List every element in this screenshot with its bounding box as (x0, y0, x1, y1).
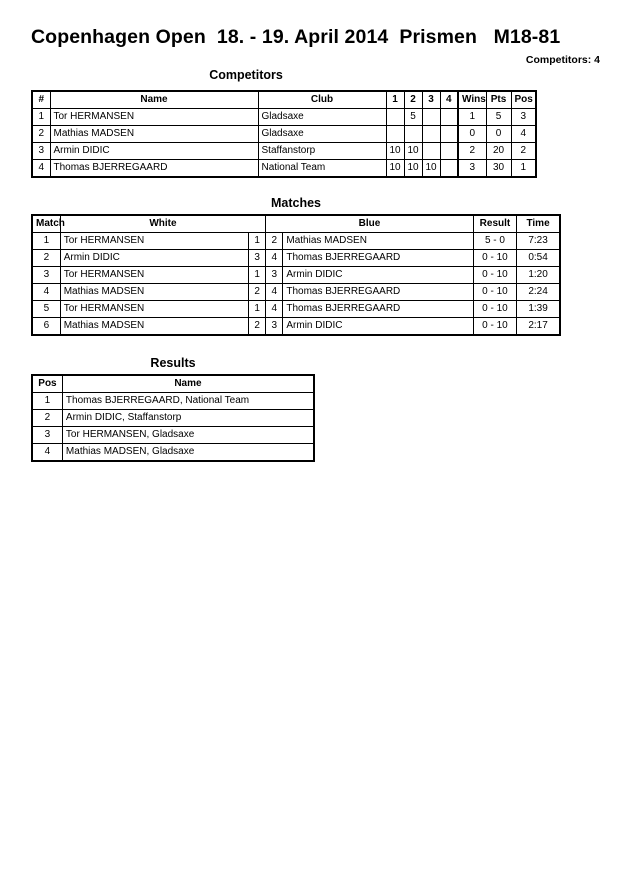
competitor-num: 4 (32, 160, 50, 178)
white-number: 1 (249, 233, 266, 250)
blue-number: 4 (266, 284, 283, 301)
col-r4: 4 (440, 91, 458, 109)
blue-number: 4 (266, 301, 283, 318)
blue-competitor: Thomas BJERREGAARD (283, 250, 473, 267)
col-r2: 2 (404, 91, 422, 109)
blue-competitor: Thomas BJERREGAARD (283, 301, 473, 318)
score-vs-1: 10 (386, 160, 404, 178)
competitor-club: Gladsaxe (258, 109, 386, 126)
match-time: 1:20 (517, 267, 560, 284)
competitor-pts: 20 (486, 143, 511, 160)
match-row (32, 284, 560, 301)
match-time: 2:17 (517, 318, 560, 336)
match-result: 0 - 10 (473, 301, 516, 318)
match-row (32, 267, 560, 284)
competitors-count: Competitors: 4 (525, 54, 600, 66)
score-vs-2: 10 (404, 160, 422, 178)
matches-header-row (32, 215, 560, 233)
competitors-table (31, 90, 537, 178)
competitor-num: 1 (32, 109, 50, 126)
match-number: 5 (32, 301, 60, 318)
result-row (32, 393, 314, 410)
result-name: Thomas BJERREGAARD, National Team (62, 393, 314, 410)
competitor-row (32, 109, 536, 126)
competitor-pos: 2 (511, 143, 536, 160)
white-competitor: Mathias MADSEN (60, 284, 248, 301)
result-name: Armin DIDIC, Staffanstorp (62, 410, 314, 427)
result-pos: 1 (32, 393, 62, 410)
match-time: 2:24 (517, 284, 560, 301)
col-pts: Pts (486, 91, 511, 109)
white-number: 1 (249, 301, 266, 318)
col-num: # (32, 91, 50, 109)
result-name: Tor HERMANSEN, Gladsaxe (62, 427, 314, 444)
white-competitor: Armin DIDIC (60, 250, 248, 267)
score-vs-2 (404, 126, 422, 143)
white-number: 2 (249, 284, 266, 301)
col-pos: Pos (32, 375, 62, 393)
competitor-row (32, 126, 536, 143)
competitor-row (32, 160, 536, 178)
blue-competitor: Thomas BJERREGAARD (283, 284, 473, 301)
white-competitor: Tor HERMANSEN (60, 267, 248, 284)
competitors-section-title: Competitors (209, 68, 283, 82)
match-time: 7:23 (517, 233, 560, 250)
result-pos: 4 (32, 444, 62, 462)
match-result: 5 - 0 (473, 233, 516, 250)
col-r3: 3 (422, 91, 440, 109)
col-pos: Pos (511, 91, 536, 109)
result-pos: 3 (32, 427, 62, 444)
col-white: White (60, 215, 266, 233)
match-row (32, 301, 560, 318)
col-wins: Wins (458, 91, 486, 109)
result-name: Mathias MADSEN, Gladsaxe (62, 444, 314, 462)
col-result: Result (473, 215, 516, 233)
score-vs-1 (386, 126, 404, 143)
competitor-pts: 0 (486, 126, 511, 143)
competitor-pos: 4 (511, 126, 536, 143)
competitor-name: Armin DIDIC (50, 143, 258, 160)
col-blue: Blue (266, 215, 474, 233)
blue-number: 3 (266, 267, 283, 284)
white-number: 2 (249, 318, 266, 336)
score-vs-3: 10 (422, 160, 440, 178)
competitor-name: Tor HERMANSEN (50, 109, 258, 126)
match-time: 1:39 (517, 301, 560, 318)
match-row (32, 233, 560, 250)
score-vs-3 (422, 109, 440, 126)
blue-number: 4 (266, 250, 283, 267)
competitor-name: Thomas BJERREGAARD (50, 160, 258, 178)
white-number: 1 (249, 267, 266, 284)
competitor-club: Staffanstorp (258, 143, 386, 160)
match-result: 0 - 10 (473, 318, 516, 336)
result-row (32, 444, 314, 462)
score-vs-4 (440, 109, 458, 126)
blue-number: 2 (266, 233, 283, 250)
col-time: Time (517, 215, 560, 233)
competitor-wins: 0 (458, 126, 486, 143)
match-number: 4 (32, 284, 60, 301)
match-result: 0 - 10 (473, 284, 516, 301)
result-row (32, 427, 314, 444)
score-vs-3 (422, 143, 440, 160)
result-pos: 2 (32, 410, 62, 427)
match-number: 2 (32, 250, 60, 267)
competitor-pts: 5 (486, 109, 511, 126)
col-match: Match (32, 215, 60, 233)
match-row (32, 250, 560, 267)
score-vs-4 (440, 160, 458, 178)
score-vs-3 (422, 126, 440, 143)
blue-number: 3 (266, 318, 283, 336)
competitor-wins: 1 (458, 109, 486, 126)
blue-competitor: Armin DIDIC (283, 267, 473, 284)
blue-competitor: Mathias MADSEN (283, 233, 473, 250)
col-name: Name (50, 91, 258, 109)
results-section-title: Results (150, 356, 196, 370)
competitor-row (32, 143, 536, 160)
score-vs-4 (440, 143, 458, 160)
page-title: Copenhagen Open 18. - 19. April 2014 Prismen M18-81 (31, 26, 561, 48)
competitor-num: 3 (32, 143, 50, 160)
white-competitor: Mathias MADSEN (60, 318, 248, 336)
col-r1: 1 (386, 91, 404, 109)
match-number: 1 (32, 233, 60, 250)
match-time: 0:54 (517, 250, 560, 267)
match-row (32, 318, 560, 336)
match-number: 3 (32, 267, 60, 284)
white-competitor: Tor HERMANSEN (60, 301, 248, 318)
competitor-wins: 2 (458, 143, 486, 160)
competitor-num: 2 (32, 126, 50, 143)
match-number: 6 (32, 318, 60, 336)
score-vs-4 (440, 126, 458, 143)
col-club: Club (258, 91, 386, 109)
result-row (32, 410, 314, 427)
competitor-wins: 3 (458, 160, 486, 178)
competitor-pos: 3 (511, 109, 536, 126)
white-number: 3 (249, 250, 266, 267)
match-result: 0 - 10 (473, 250, 516, 267)
score-vs-2: 10 (404, 143, 422, 160)
results-table (31, 374, 315, 462)
competitor-club: National Team (258, 160, 386, 178)
score-vs-2: 5 (404, 109, 422, 126)
score-vs-1: 10 (386, 143, 404, 160)
blue-competitor: Armin DIDIC (283, 318, 473, 336)
white-competitor: Tor HERMANSEN (60, 233, 248, 250)
competitor-name: Mathias MADSEN (50, 126, 258, 143)
competitors-header-row (32, 91, 536, 109)
col-name: Name (62, 375, 314, 393)
matches-section-title: Matches (270, 196, 322, 210)
competitor-pos: 1 (511, 160, 536, 178)
match-result: 0 - 10 (473, 267, 516, 284)
score-vs-1 (386, 109, 404, 126)
matches-table (31, 214, 561, 336)
competitor-club: Gladsaxe (258, 126, 386, 143)
results-header-row (32, 375, 314, 393)
competitor-pts: 30 (486, 160, 511, 178)
